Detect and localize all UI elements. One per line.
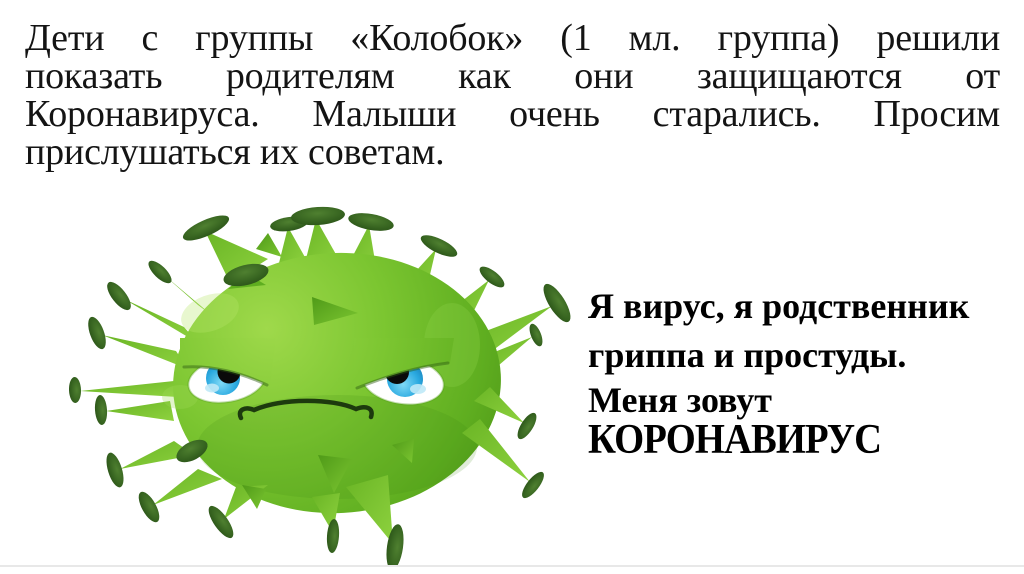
virus-speech-line: Я вирус, я родственник [588,286,970,326]
slide-bottom-divider [0,565,1024,567]
intro-text-line: Дети с группы «Колобок» (1 мл. группа) решили [25,17,1000,59]
coronavirus-character-image [60,195,600,565]
virus-speech-line: гриппа и простуды. [588,335,907,375]
virus-speech-text [588,288,1018,461]
intro-text-line: прислушаться их советам. [25,131,445,173]
intro-text-line: показать родителям как они защищаются от [25,55,1000,97]
virus-speech-line: КОРОНАВИРУС [588,417,882,463]
intro-text-line: Коронавируса. Малыши очень старались. Просим [25,93,1000,135]
virus-speech-line: Меня зовут [588,380,772,420]
coronavirus-illustration [60,195,600,565]
intro-text [25,19,1000,171]
